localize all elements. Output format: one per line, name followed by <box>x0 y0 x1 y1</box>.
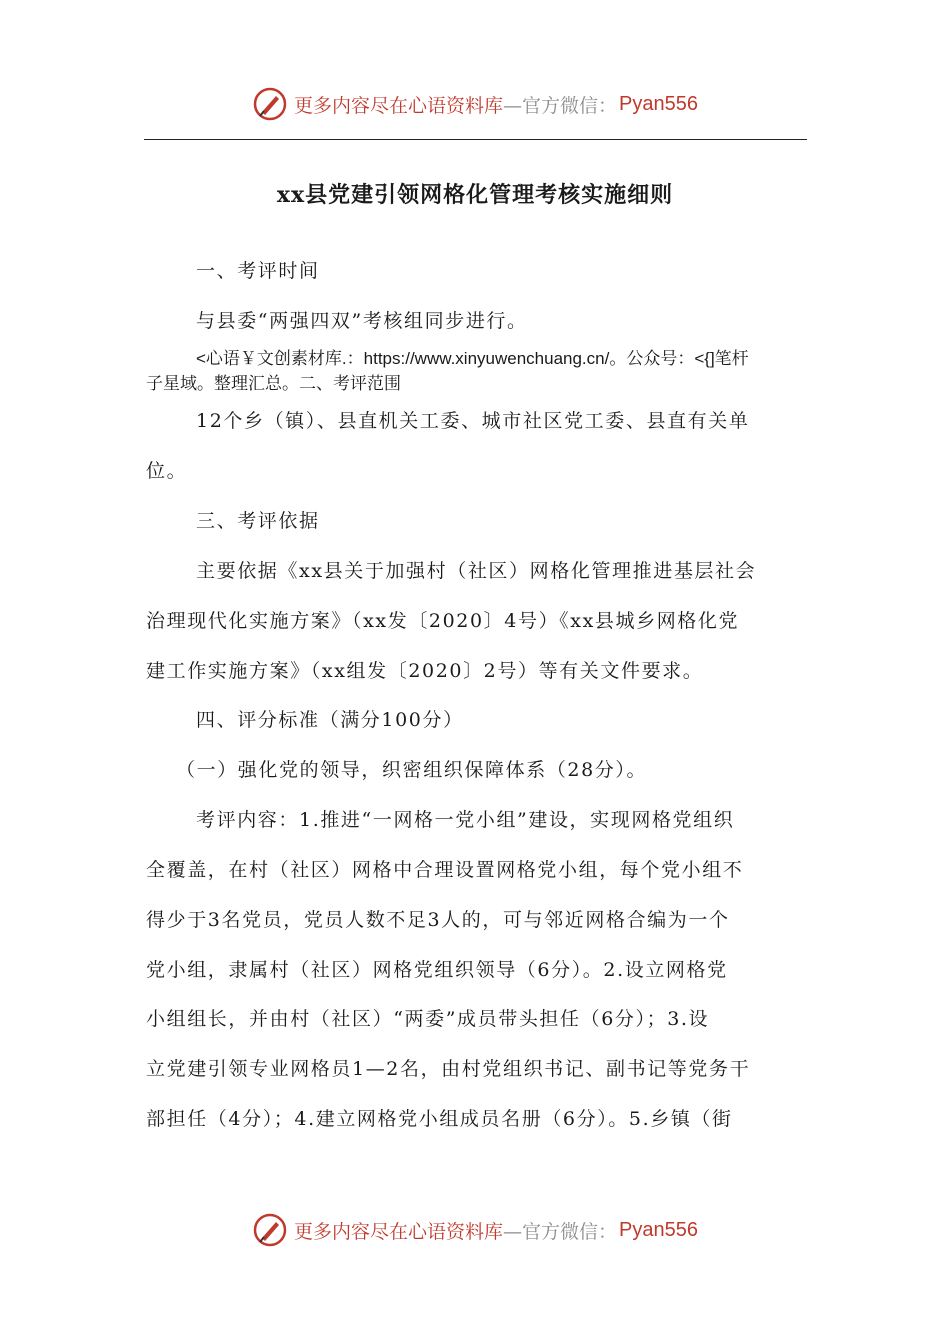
header-banner <box>0 82 950 126</box>
banner-wechat-id: Pyan556 <box>619 92 698 115</box>
document-title: xx县党建引领网格化管理考核实施细则 <box>276 182 674 208</box>
content-line-1: 考评内容：1.推进“一网格一党小组”建设，实现网格党组织 <box>196 809 735 831</box>
source-note-line-2: 子星域。整理汇总。二、考评范围 <box>146 374 401 394</box>
content-line-2: 全覆盖，在村（社区）网格中合理设置网格党小组，每个党小组不 <box>146 859 744 881</box>
header-divider <box>144 139 807 140</box>
content-line-7: 部担任（4分）；4.建立网格党小组成员名册（6分）。5.乡镇（街 <box>146 1108 733 1130</box>
section-body-2-line-1: 12个乡（镇）、县直机关工委、城市社区党工委、县直有关单 <box>196 410 750 432</box>
banner-tail-text: —官方微信： <box>503 94 618 117</box>
source-note-line-1: <心语￥文创素材库.：https://www.xinyuwenchuang.cn/。公众号：<{]笔杆 <box>196 349 749 368</box>
pen-logo-icon <box>252 1212 288 1248</box>
footer-banner <box>0 1208 950 1252</box>
section-body-1: 与县委“两强四双”考核组同步进行。 <box>196 310 528 332</box>
banner-main-text: 更多内容尽在心语资料库 <box>294 1220 504 1243</box>
section-heading-3: 三、考评依据 <box>196 510 320 532</box>
banner-tail-text: —官方微信： <box>503 1220 618 1243</box>
content-line-3: 得少于3名党员，党员人数不足3人的，可与邻近网格合编为一个 <box>146 909 730 931</box>
banner-main-text: 更多内容尽在心语资料库 <box>294 94 504 117</box>
section-body-3-line-2: 治理现代化实施方案》（xx发〔2020〕4号）《xx县城乡网格化党 <box>146 610 740 632</box>
content-line-5: 小组组长，并由村（社区）“两委”成员带头担任（6分）；3.设 <box>146 1008 710 1030</box>
content-line-6: 立党建引领专业网格员1—2名，由村党组织书记、副书记等党务干 <box>146 1058 751 1080</box>
section-body-3-line-1: 主要依据《xx县关于加强村（社区）网格化管理推进基层社会 <box>196 560 757 582</box>
section-body-2-line-2: 位。 <box>146 460 188 482</box>
section-heading-1: 一、考评时间 <box>196 260 320 282</box>
pen-logo-icon <box>252 86 288 122</box>
subsection-heading-4-1: （一）强化党的领导，织密组织保障体系（28分）。 <box>176 759 648 781</box>
section-body-3-line-3: 建工作实施方案》（xx组发〔2020〕2号）等有关文件要求。 <box>146 660 704 682</box>
section-heading-4: 四、评分标准（满分100分） <box>196 709 464 731</box>
content-line-4: 党小组，隶属村（社区）网格党组织领导（6分）。2.设立网格党 <box>146 959 728 981</box>
banner-wechat-id: Pyan556 <box>619 1218 698 1241</box>
